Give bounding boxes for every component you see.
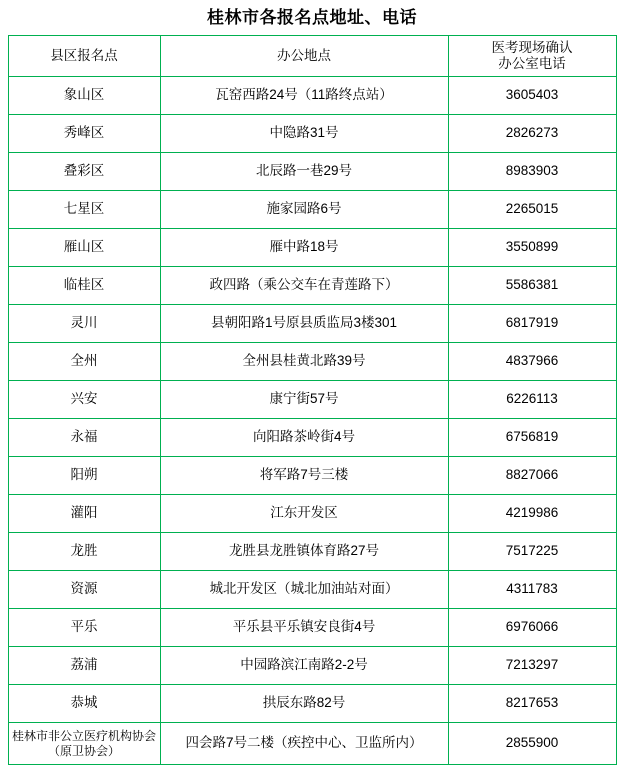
table-row <box>8 419 616 457</box>
cell-phone: 3605403 <box>448 77 616 115</box>
cell-address: 中隐路31号 <box>160 115 448 153</box>
table-row <box>8 191 616 229</box>
cell-address: 拱辰东路82号 <box>160 685 448 723</box>
cell-address: 全州县桂黄北路39号 <box>160 343 448 381</box>
column-header-phone-line2: 办公室电话 <box>498 56 566 72</box>
cell-address: 雁中路18号 <box>160 229 448 267</box>
table-row <box>8 153 616 191</box>
cell-region: 资源 <box>8 571 160 609</box>
table-row <box>8 267 616 305</box>
table-row <box>8 533 616 571</box>
cell-region: 叠彩区 <box>8 153 160 191</box>
table-body <box>8 77 616 765</box>
registration-sites-table <box>8 35 617 765</box>
cell-region: 灵川 <box>8 305 160 343</box>
table-header <box>8 36 616 77</box>
cell-region: 雁山区 <box>8 229 160 267</box>
cell-phone: 2855900 <box>448 723 616 765</box>
cell-address: 施家园路6号 <box>160 191 448 229</box>
table-row <box>8 571 616 609</box>
table-row <box>8 381 616 419</box>
column-header-address: 办公地点 <box>160 36 448 77</box>
cell-phone: 8827066 <box>448 457 616 495</box>
cell-region: 象山区 <box>8 77 160 115</box>
table-row <box>8 685 616 723</box>
cell-phone: 6976066 <box>448 609 616 647</box>
cell-phone: 5586381 <box>448 267 616 305</box>
column-header-region: 县区报名点 <box>8 36 160 77</box>
cell-region: 灌阳 <box>8 495 160 533</box>
cell-phone: 6756819 <box>448 419 616 457</box>
table-row <box>8 229 616 267</box>
cell-address: 中园路滨江南路2-2号 <box>160 647 448 685</box>
cell-address: 将军路7号三楼 <box>160 457 448 495</box>
cell-region: 平乐 <box>8 609 160 647</box>
table-row <box>8 305 616 343</box>
cell-address: 龙胜县龙胜镇体育路27号 <box>160 533 448 571</box>
cell-address: 城北开发区（城北加油站对面） <box>160 571 448 609</box>
cell-address: 政四路（乘公交车在青莲路下） <box>160 267 448 305</box>
cell-region: 临桂区 <box>8 267 160 305</box>
cell-phone: 7517225 <box>448 533 616 571</box>
cell-phone: 3550899 <box>448 229 616 267</box>
cell-region: 荔浦 <box>8 647 160 685</box>
cell-phone: 4837966 <box>448 343 616 381</box>
cell-region: 龙胜 <box>8 533 160 571</box>
cell-address: 北辰路一巷29号 <box>160 153 448 191</box>
cell-address: 瓦窑西路24号（11路终点站） <box>160 77 448 115</box>
table-header-row <box>8 36 616 77</box>
table-row <box>8 647 616 685</box>
cell-address: 康宁街57号 <box>160 381 448 419</box>
cell-phone: 8983903 <box>448 153 616 191</box>
cell-phone: 2826273 <box>448 115 616 153</box>
cell-address: 四会路7号二楼（疾控中心、卫监所内） <box>160 723 448 765</box>
table-row <box>8 343 616 381</box>
cell-address: 平乐县平乐镇安良街4号 <box>160 609 448 647</box>
cell-phone: 7213297 <box>448 647 616 685</box>
table-row <box>8 115 616 153</box>
cell-address: 向阳路茶岭街4号 <box>160 419 448 457</box>
column-header-phone-line1: 医考现场确认 <box>491 39 573 55</box>
cell-region: 秀峰区 <box>8 115 160 153</box>
cell-region: 全州 <box>8 343 160 381</box>
table-row <box>8 609 616 647</box>
cell-phone: 6817919 <box>448 305 616 343</box>
table-row <box>8 723 616 765</box>
cell-region: 永福 <box>8 419 160 457</box>
table-row <box>8 77 616 115</box>
column-header-phone <box>448 36 616 77</box>
cell-region: 阳朔 <box>8 457 160 495</box>
cell-phone: 2265015 <box>448 191 616 229</box>
cell-address: 县朝阳路1号原县质监局3楼301 <box>160 305 448 343</box>
cell-phone: 4219986 <box>448 495 616 533</box>
cell-region: 兴安 <box>8 381 160 419</box>
cell-region: 恭城 <box>8 685 160 723</box>
cell-region: 桂林市非公立医疗机构协会（原卫协会） <box>8 723 160 765</box>
cell-phone: 6226113 <box>448 381 616 419</box>
cell-phone: 4311783 <box>448 571 616 609</box>
table-row <box>8 495 616 533</box>
cell-phone: 8217653 <box>448 685 616 723</box>
page-title: 桂林市各报名点地址、电话 <box>207 8 417 27</box>
table-row <box>8 457 616 495</box>
cell-region: 七星区 <box>8 191 160 229</box>
cell-address: 江东开发区 <box>160 495 448 533</box>
